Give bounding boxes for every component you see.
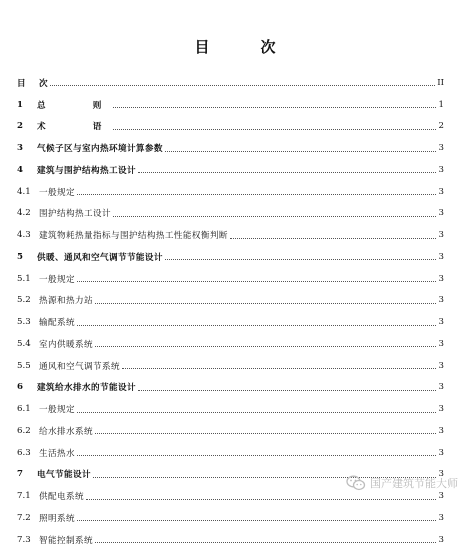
toc-entry-page: 3 [438,317,444,328]
toc-entry[interactable] [17,224,444,246]
toc-entry-number: 目 [17,78,26,89]
toc-entry[interactable] [17,442,444,464]
toc-entry-title: 围护结构热工设计 [39,209,111,220]
toc-entry-page: 3 [438,230,444,241]
toc-entry-title: 室内供暖系统 [39,339,93,350]
dot-leader [77,412,436,413]
dot-leader [77,455,436,456]
toc-entry-page: 2 [438,121,444,132]
toc-entry-number: 5.1 [17,273,31,284]
toc-entry-title: 次 [39,78,48,89]
toc-entry-number: 5 [17,251,23,262]
toc-entry-number: 4.2 [17,208,31,219]
toc-entry-number: 5.3 [17,317,31,328]
dot-leader [50,85,435,86]
toc-entry-title: 建筑与围护结构热工设计 [37,165,136,176]
toc-entry[interactable] [17,529,444,551]
toc-entry-number: 1 [17,99,23,110]
toc-entry-page: 3 [438,512,444,523]
toc-entry-page: 3 [438,338,444,349]
toc-entry-page: 3 [438,143,444,154]
dot-leader [138,172,436,173]
watermark-text: 国产建筑节能大师 [370,477,458,490]
toc-entry-number: 5.2 [17,295,31,306]
toc-entry[interactable] [17,290,444,312]
dot-leader [95,346,436,347]
toc-entry-title: 给水排水系统 [39,426,93,437]
toc-entry-title: 通风和空气调节系统 [39,361,120,372]
toc-entry-number: 6 [17,382,23,393]
toc-entry-page: 3 [438,491,444,502]
dot-leader [113,129,436,130]
dot-leader [86,499,436,500]
toc-entry-title: 建筑给水排水的节能设计 [37,383,136,394]
dot-leader [95,433,436,434]
toc-entry-number: 6.2 [17,425,31,436]
dot-leader [77,520,436,521]
toc-entry-page: 3 [438,295,444,306]
dot-leader [230,238,436,239]
toc-entry-page: 3 [438,534,444,545]
toc-entry-title: 总 则 [37,100,112,111]
dot-leader [113,107,436,108]
toc-entry-number: 4.3 [17,230,31,241]
toc-entry-title: 智能控制系统 [39,535,93,546]
toc-entry-number: 4.1 [17,186,31,197]
toc-entry[interactable] [17,333,444,355]
toc-entry[interactable] [17,420,444,442]
toc-entry-number: 7.1 [17,491,31,502]
toc-entry-title: 供暖、通风和空气调节节能设计 [37,252,163,263]
dot-leader [77,281,436,282]
toc-entry-number: 6.1 [17,404,31,415]
dot-leader [122,368,436,369]
toc-entry-title: 照明系统 [39,513,75,524]
toc-entry[interactable] [17,72,444,94]
toc-entry-title: 电气节能设计 [37,470,91,481]
toc-entry-page: 3 [438,164,444,175]
toc-entry-title: 一般规定 [39,187,75,198]
dot-leader [95,303,436,304]
toc-entry-title: 术 语 [37,122,112,133]
toc-entry-title: 供配电系统 [39,492,84,503]
dot-leader [138,390,436,391]
toc-entry[interactable] [17,246,444,268]
dot-leader [165,151,436,152]
toc-entry-number: 6.3 [17,447,31,458]
toc-entry[interactable] [17,507,444,529]
wechat-icon [346,475,366,491]
dot-leader [77,325,436,326]
toc-entry-title: 一般规定 [39,274,75,285]
toc-entry-page: II [437,77,444,88]
page-title: 目 次 [194,38,294,56]
toc-entry-page: 3 [438,425,444,436]
toc-entry-number: 4 [17,164,23,175]
toc-entry-number: 5.4 [17,338,31,349]
toc-entry-page: 3 [438,447,444,458]
watermark [346,475,458,491]
toc-entry-number: 7.3 [17,534,31,545]
toc-entry-number: 7.2 [17,512,31,523]
toc-entry-page: 3 [438,404,444,415]
toc-entry-page: 3 [438,273,444,284]
toc-entry-number: 3 [17,143,23,154]
toc-entry-page: 3 [438,382,444,393]
toc-entry[interactable] [17,398,444,420]
toc-entry[interactable] [17,181,444,203]
dot-leader [95,542,436,543]
toc-entry[interactable] [17,116,444,138]
toc-entry-title: 一般规定 [39,405,75,416]
toc-entry-page: 3 [438,186,444,197]
toc-entry-title: 输配系统 [39,318,75,329]
toc-entry-page: 3 [438,251,444,262]
toc-entry-title: 热源和热力站 [39,296,93,307]
dot-leader [165,259,436,260]
toc-entry-title: 气候子区与室内热环境计算参数 [37,144,163,155]
dot-leader [113,216,436,217]
toc-entry-page: 3 [438,208,444,219]
toc-entry[interactable] [17,311,444,333]
toc-entry[interactable] [17,203,444,225]
dot-leader [77,194,436,195]
toc-entry-title: 生活热水 [39,448,75,459]
toc-entry-page: 3 [438,469,444,480]
toc-entry-number: 2 [17,121,23,132]
toc-entry[interactable] [17,355,444,377]
toc-entry-number: 7 [17,469,23,480]
toc-entry[interactable] [17,159,444,181]
toc-entry[interactable] [17,94,444,116]
toc-entry-page: 3 [438,360,444,371]
toc-entry-page: 1 [438,99,444,110]
toc-entry-title: 建筑物耗热量指标与围护结构热工性能权衡判断 [39,231,228,242]
toc-entry-number: 5.5 [17,360,31,371]
toc-entry[interactable] [17,268,444,290]
toc-entry[interactable] [17,137,444,159]
toc-entry[interactable] [17,377,444,399]
